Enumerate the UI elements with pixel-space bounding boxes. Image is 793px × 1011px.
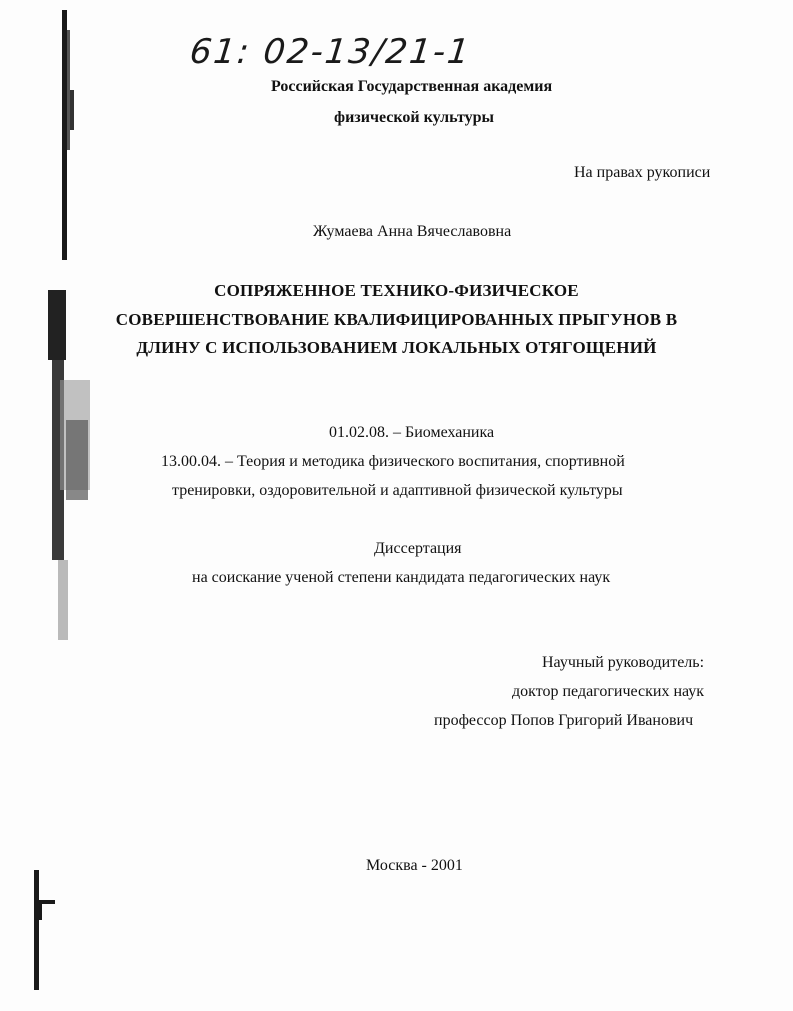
author-name: Жумаева Анна Вячеславовна: [313, 223, 512, 240]
archive-stamp-number: 61: 02-13/21-1: [187, 32, 474, 72]
degree-sought: на соискание ученой степени кандидата педагогических наук: [192, 569, 611, 586]
specialty-code-2-line-1: 13.00.04. – Теория и методика физического воспитания, спортивной: [161, 453, 625, 470]
supervisor-label: Научный руководитель:: [542, 654, 705, 671]
title-line-3: ДЛИНУ С ИСПОЛЬЗОВАНИЕМ ЛОКАЛЬНЫХ ОТЯГОЩЕНИЙ: [136, 338, 657, 357]
rights-note: На правах рукописи: [574, 164, 711, 181]
supervisor-name: профессор Попов Григорий Иванович: [434, 712, 694, 729]
document-type: Диссертация: [374, 540, 462, 557]
institution-line-2: физической культуры: [334, 109, 495, 126]
supervisor-degree: доктор педагогических наук: [512, 683, 705, 700]
title-line-2: СОВЕРШЕНСТВОВАНИЕ КВАЛИФИЦИРОВАННЫХ ПРЫГУНОВ В: [115, 310, 678, 329]
title-line-1: СОПРЯЖЕННОЕ ТЕХНИКО-ФИЗИЧЕСКОЕ: [214, 281, 579, 300]
specialty-code-2-line-2: тренировки, оздоровительной и адаптивной физической культуры: [172, 482, 623, 499]
city-year: Москва - 2001: [366, 857, 463, 874]
institution-line-1: Российская Государственная академия: [271, 78, 553, 95]
specialty-code-1: 01.02.08. – Биомеханика: [329, 424, 495, 441]
scan-edge-artifacts: [0, 0, 100, 1011]
